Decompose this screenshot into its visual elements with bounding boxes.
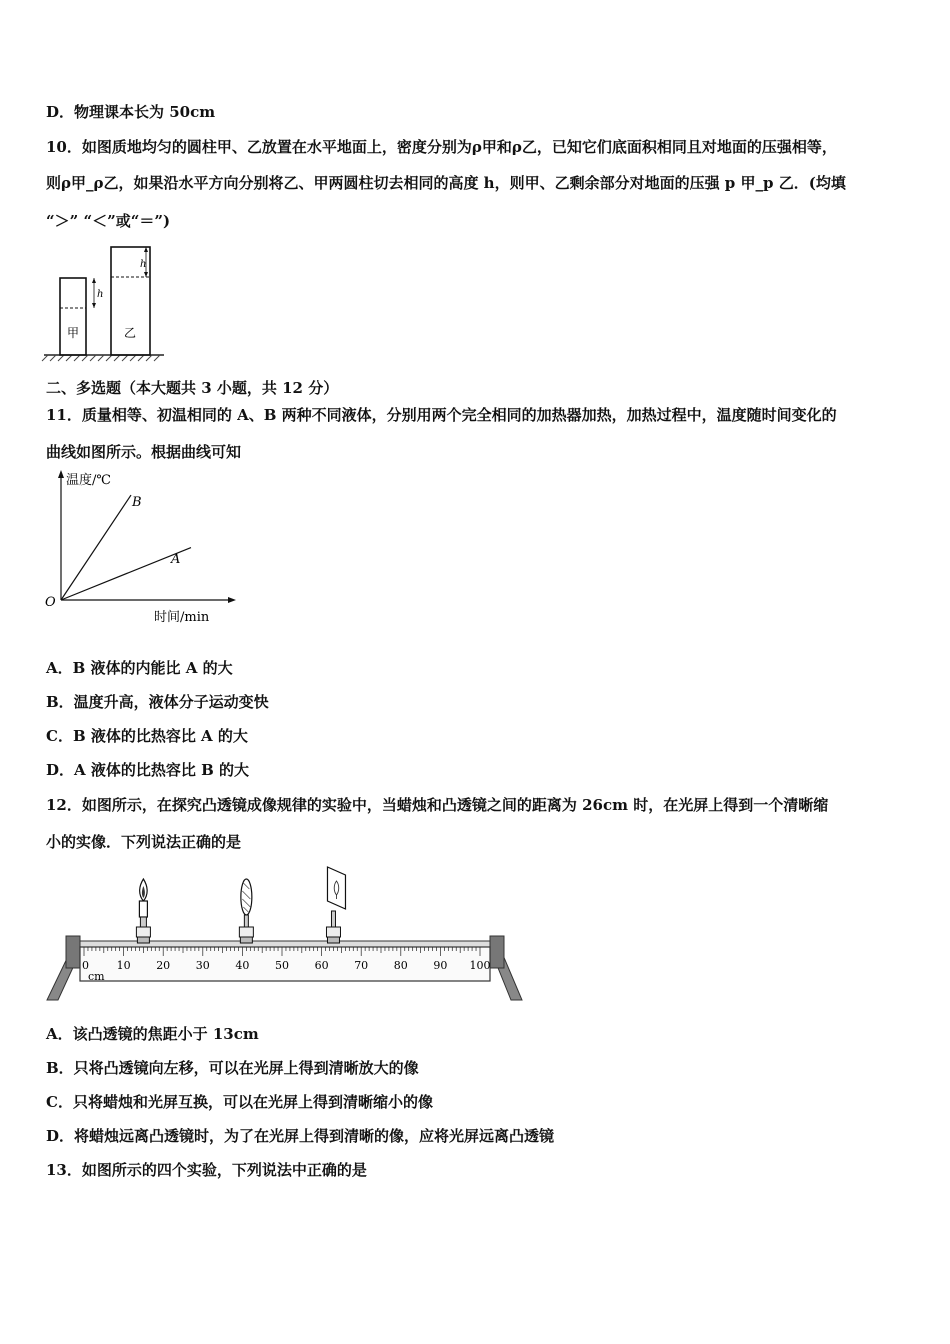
ruler-tick-label: 0 [82,959,89,972]
cylinder-jia [60,278,86,355]
convex-lens [239,879,253,943]
ruler-tick-label: 100 [469,959,491,972]
q10-stem-line2: 则ρ甲_ρ乙，如果沿水平方向分别将乙、甲两圆柱切去相同的高度 h，则甲、乙剩余部分对地面的压强 p 甲_p 乙．(均填 [46,174,846,192]
candle [136,879,150,943]
q12-option-d: D．将蜡烛远离凸透镜时，为了在光屏上得到清晰的像，应将光屏远离凸透镜 [46,1127,555,1145]
q11-option-b: B．温度升高，液体分子运动变快 [46,693,269,711]
q11-temperature-chart [40,468,240,630]
y-axis-label: 温度/℃ [66,473,111,488]
q9-option-d: D．物理课本长为 50cm [46,103,216,121]
ruler-tick-label: 90 [433,959,448,972]
q12-stem-line1: 12．如图所示，在探究凸透镜成像规律的实验中，当蜡烛和凸透镜之间的距离为 26cm 时，在光屏上得到一个清晰缩 [46,796,829,814]
x-axis-label: 时间/min [154,610,210,625]
q12-optical-bench-figure [44,860,526,1006]
q11-option-d: D．A 液体的比热容比 B 的大 [46,761,249,779]
q12-option-a: A．该凸透镜的焦距小于 13cm [46,1025,259,1043]
q11-stem-line2: 曲线如图所示。根据曲线可知 [46,443,242,461]
label-h-yi: h [140,259,147,270]
q11-option-a: A．B 液体的内能比 A 的大 [46,659,233,677]
q12-option-b: B．只将凸透镜向左移，可以在光屏上得到清晰放大的像 [46,1059,419,1077]
q12-stem-line2: 小的实像．下列说法正确的是 [46,833,242,851]
light-screen [326,867,345,943]
ruler-tick-label: 30 [195,959,210,972]
series-line-b [61,495,131,600]
ruler-tick-label: 10 [116,959,131,972]
label-h-jia: h [97,289,104,300]
label-jia: 甲 [67,326,80,340]
q10-stem-line1: 10．如图质地均匀的圆柱甲、乙放置在水平地面上，密度分别为ρ甲和ρ乙，已知它们底面积相同且对地面的压强相等， [46,138,837,156]
section-title: 二、多选题（本大题共 3 小题，共 12 分） [46,379,339,397]
series-label-a: A [171,552,181,567]
ruler-tick-label: 50 [275,959,289,972]
ruler-tick-label: 60 [314,959,329,972]
q13-stem-line1: 13．如图所示的四个实验，下列说法中正确的是 [46,1161,367,1179]
label-yi: 乙 [124,326,137,340]
series-label-b: B [132,495,142,510]
q11-stem-line1: 11．质量相等、初温相同的 A、B 两种不同液体，分别用两个完全相同的加热器加热，加热过程中，温度随时间变化的 [46,406,837,424]
q10-stem-line3: “＞” “＜”或“＝”) [46,212,171,230]
ruler-tick-label: 40 [235,959,250,972]
ruler-tick-label: 70 [354,959,369,972]
ruler-unit: cm [88,970,105,983]
ruler-tick-label: 20 [156,959,171,972]
q12-option-c: C．只将蜡烛和光屏互换，可以在光屏上得到清晰缩小的像 [46,1093,433,1111]
origin-label: O [45,595,56,610]
ruler-tick-label: 80 [393,959,408,972]
q10-cylinders-figure [40,244,170,362]
q11-option-c: C．B 液体的比热容比 A 的大 [46,727,248,745]
